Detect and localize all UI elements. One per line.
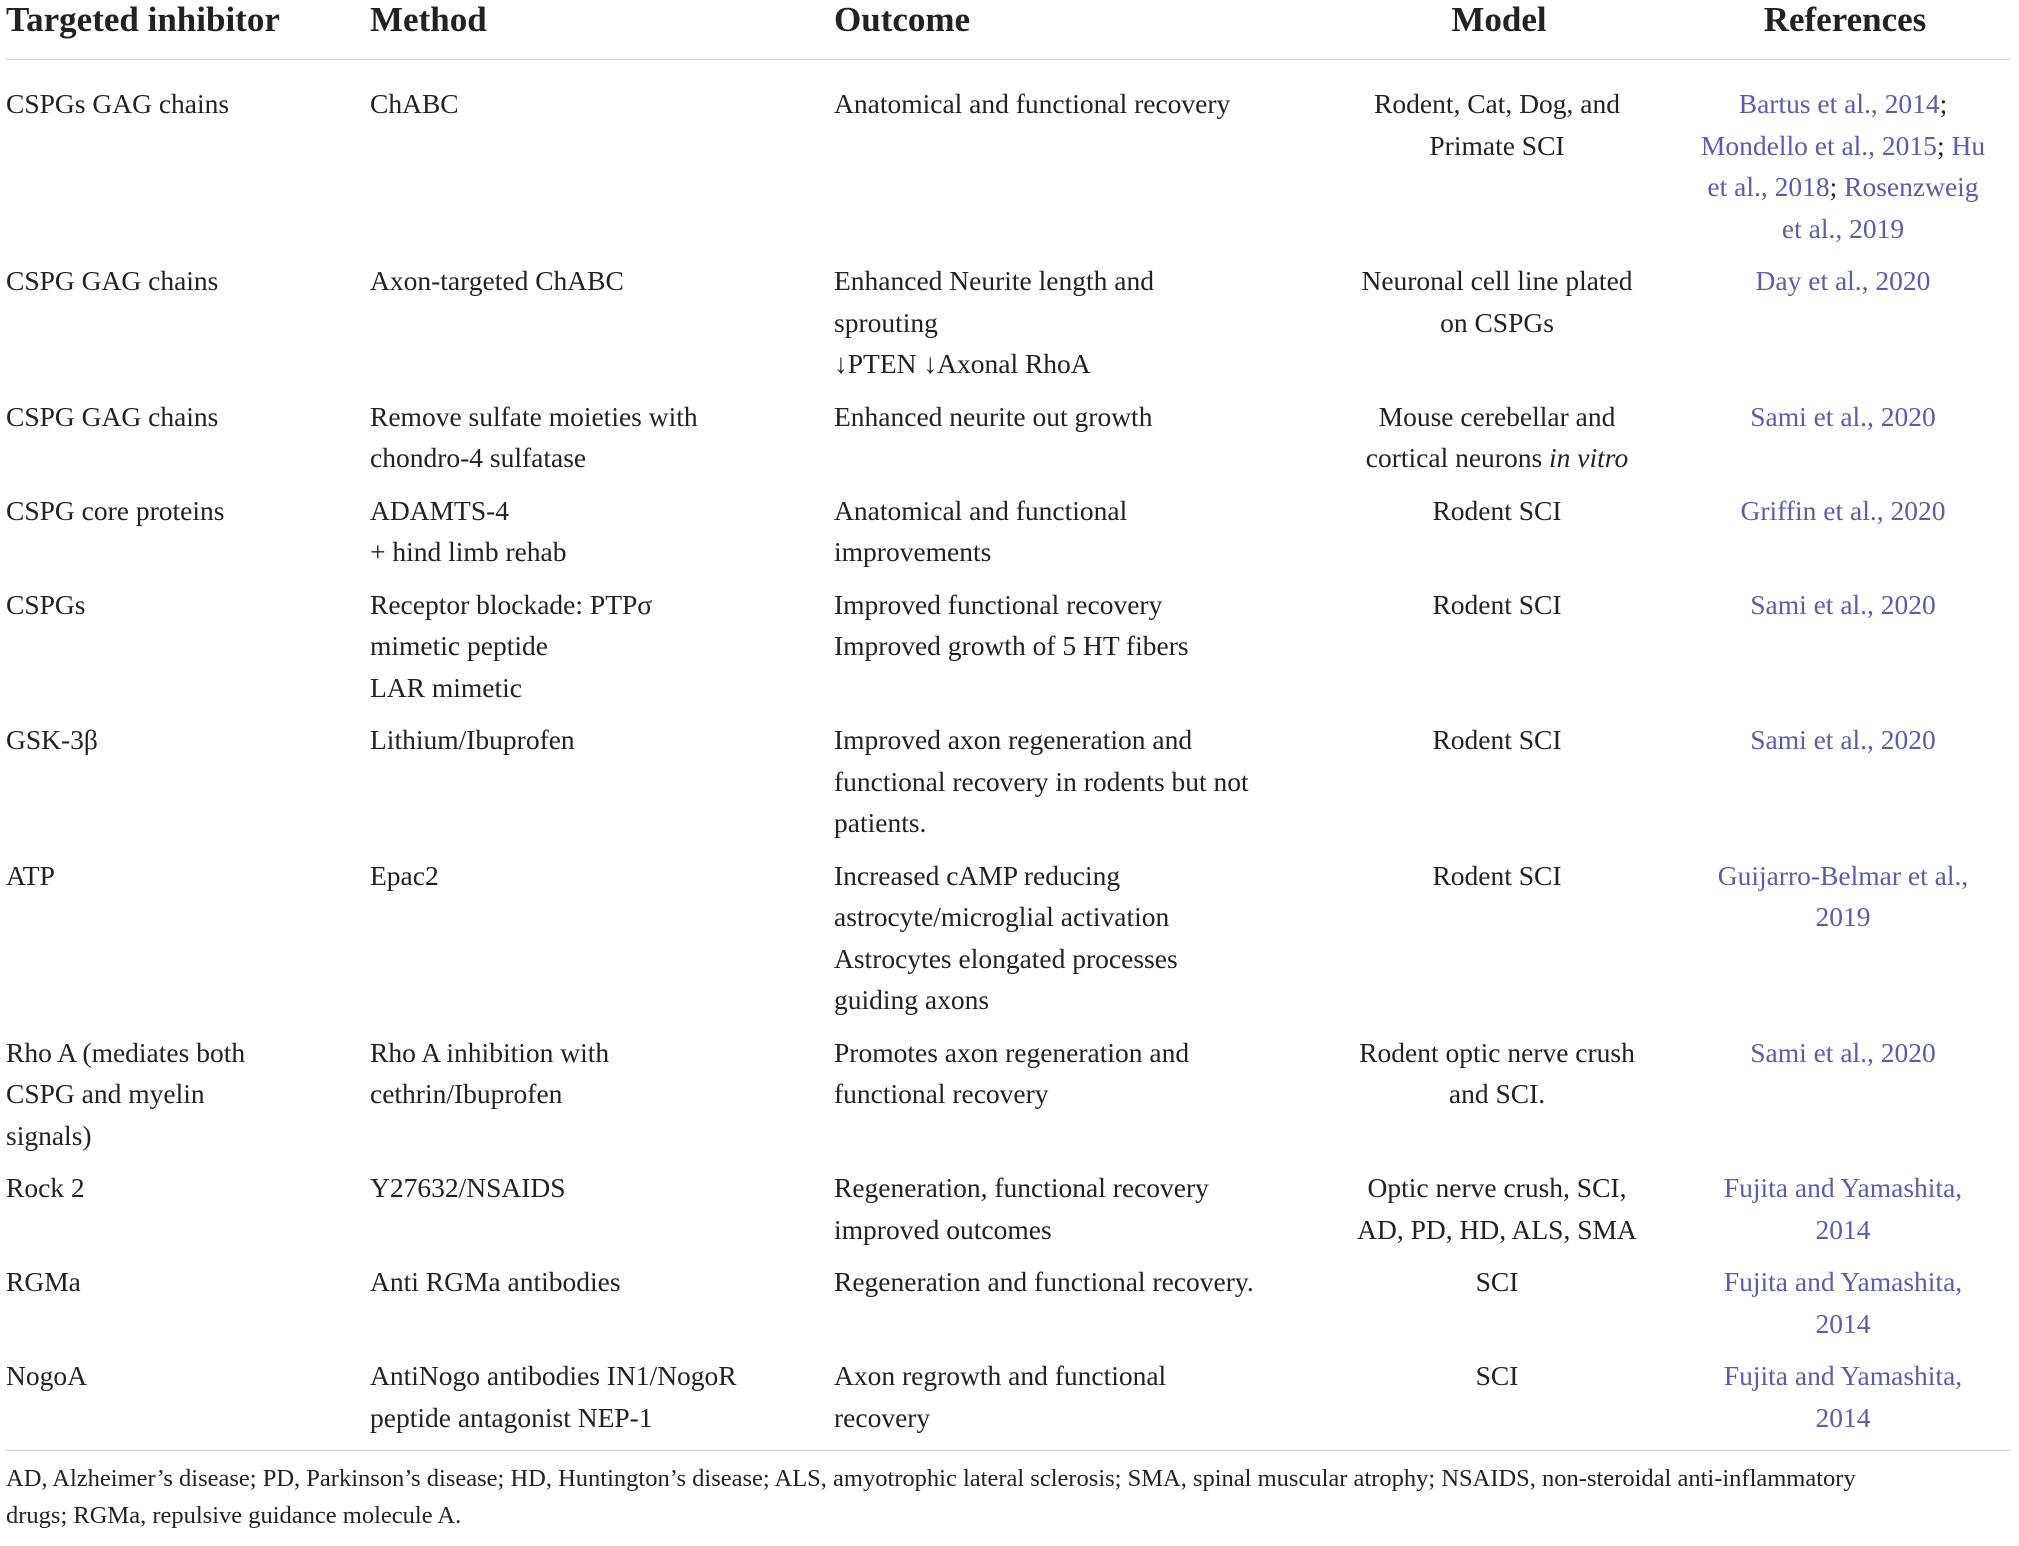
table-body <box>6 60 2010 1451</box>
cell-outcome <box>834 719 1318 855</box>
cell-outcome <box>834 1167 1318 1261</box>
reference-line <box>1686 1397 2000 1439</box>
cell-outcome <box>834 584 1318 720</box>
reference-link[interactable]: Rosenzweig <box>1844 171 1979 202</box>
header-model: Model <box>1318 0 1686 60</box>
reference-link[interactable]: Day et al., 2020 <box>1755 265 1931 296</box>
reference-link[interactable]: et al., 2019 <box>1781 212 1905 244</box>
cell-targeted-inhibitor-line: CSPGs <box>6 588 86 620</box>
cell-outcome-line: astrocyte/microglial activation <box>834 901 1170 932</box>
cell-method-line: Receptor blockade: PTPσ <box>370 588 653 620</box>
reference-link[interactable]: 2014 <box>1815 1307 1871 1339</box>
cell-method-line: Y27632/NSAIDS <box>370 1172 566 1203</box>
reference-link[interactable]: Sami et al., 2020 <box>1750 1036 1936 1068</box>
cell-model-line: Rodent SCI <box>1432 588 1562 620</box>
reference-line <box>1686 1167 2000 1209</box>
cell-model-line: Rodent SCI <box>1432 494 1562 526</box>
cell-references <box>1686 1032 2010 1168</box>
cell-outcome-line: Enhanced Neurite length and <box>834 265 1154 296</box>
cell-targeted-inhibitor <box>6 490 370 584</box>
cell-model <box>1318 1167 1686 1261</box>
cell-outcome <box>834 490 1318 584</box>
reference-link[interactable]: et al., 2018 <box>1707 171 1830 202</box>
reference-link[interactable]: Guijarro-Belmar et al., <box>1717 859 1969 891</box>
reference-separator: ; <box>1936 129 1952 161</box>
cell-references <box>1686 490 2010 584</box>
reference-link[interactable]: Griffin et al., 2020 <box>1740 494 1946 526</box>
cell-targeted-inhibitor-line: CSPGs GAG chains <box>6 88 230 119</box>
cell-method <box>370 1261 834 1355</box>
cell-method-line: mimetic peptide <box>370 630 548 661</box>
cell-targeted-inhibitor-line: CSPG and myelin <box>6 1078 205 1109</box>
reference-line <box>1686 1209 2000 1251</box>
cell-targeted-inhibitor-line: GSK-3β <box>6 724 98 755</box>
reference-line <box>1686 719 2000 761</box>
cell-outcome-line: functional recovery <box>834 1078 1049 1109</box>
cell-references <box>1686 1261 2010 1355</box>
cell-method-line: chondro-4 sulfatase <box>370 442 587 473</box>
cell-model <box>1318 260 1686 396</box>
cell-outcome-line: Increased cAMP reducing <box>834 859 1121 891</box>
cell-outcome-line: Axon regrowth and functional <box>834 1360 1167 1391</box>
cell-model-line: Rodent, Cat, Dog, and <box>1374 88 1620 119</box>
cell-targeted-inhibitor <box>6 396 370 490</box>
cell-model-line: SCI <box>1475 1360 1519 1391</box>
cell-outcome-line: Enhanced neurite out growth <box>834 400 1153 432</box>
reference-link[interactable]: 2014 <box>1815 1213 1871 1245</box>
cell-outcome <box>834 60 1318 261</box>
reference-line <box>1686 1303 2000 1345</box>
table-row <box>6 1261 2010 1355</box>
cell-references <box>1686 1167 2010 1261</box>
reference-link[interactable]: Mondello et al., 2015 <box>1700 129 1937 161</box>
table-row <box>6 1167 2010 1261</box>
reference-link[interactable]: Sami et al., 2020 <box>1750 724 1936 755</box>
cell-method-line: ChABC <box>370 88 459 119</box>
cell-method-line: Anti RGMa antibodies <box>370 1266 621 1297</box>
cell-targeted-inhibitor-line: ATP <box>6 859 55 891</box>
cell-targeted-inhibitor-line: RGMa <box>6 1266 81 1297</box>
cell-method-line: + hind limb rehab <box>370 536 567 567</box>
reference-line <box>1686 125 2000 167</box>
cell-targeted-inhibitor-line: signals) <box>6 1119 92 1151</box>
cell-outcome <box>834 1032 1318 1168</box>
cell-method-line: Axon-targeted ChABC <box>370 265 624 296</box>
table-row <box>6 260 2010 396</box>
cell-method <box>370 1167 834 1261</box>
cell-method-line: peptide antagonist NEP-1 <box>370 1401 653 1433</box>
cell-targeted-inhibitor <box>6 719 370 855</box>
header-outcome: Outcome <box>834 0 1318 60</box>
table-footnote <box>6 1451 2010 1534</box>
cell-model <box>1318 1032 1686 1168</box>
cell-model-line: AD, PD, HD, ALS, SMA <box>1357 1213 1637 1245</box>
cell-model-italic-text: in vitro <box>1549 442 1629 473</box>
cell-model <box>1318 396 1686 490</box>
cell-model-line: Mouse cerebellar and <box>1378 400 1616 432</box>
cell-targeted-inhibitor <box>6 1167 370 1261</box>
cell-outcome-line: sprouting <box>834 306 938 338</box>
cell-targeted-inhibitor-line: Rock 2 <box>6 1172 85 1203</box>
cell-model-text: cortical neurons <box>1365 442 1550 473</box>
cell-outcome-line: ↓PTEN ↓Axonal RhoA <box>834 348 1091 379</box>
table-row <box>6 719 2010 855</box>
cell-targeted-inhibitor-line: CSPG GAG chains <box>6 400 219 432</box>
cell-targeted-inhibitor-line: CSPG GAG chains <box>6 265 219 296</box>
cell-references <box>1686 60 2010 261</box>
table-row <box>6 1355 2010 1451</box>
cell-targeted-inhibitor <box>6 1032 370 1168</box>
reference-line <box>1686 396 2000 438</box>
table-row <box>6 855 2010 1032</box>
reference-link[interactable]: Hu <box>1951 129 1986 161</box>
reference-line <box>1686 260 2000 302</box>
table-row <box>6 396 2010 490</box>
reference-line <box>1686 1355 2000 1397</box>
cell-model <box>1318 60 1686 261</box>
cell-outcome <box>834 1261 1318 1355</box>
cell-model <box>1318 1261 1686 1355</box>
cell-targeted-inhibitor <box>6 60 370 261</box>
cell-method <box>370 260 834 396</box>
cell-method-line: Remove sulfate moieties with <box>370 400 698 432</box>
table-row <box>6 584 2010 720</box>
cell-model <box>1318 490 1686 584</box>
header-targeted-inhibitor: Targeted inhibitor <box>6 0 370 60</box>
cell-model-line <box>1318 437 1676 479</box>
cell-method <box>370 1355 834 1451</box>
cell-references <box>1686 584 2010 720</box>
reference-line <box>1686 896 2000 938</box>
cell-outcome-line: Anatomical and functional <box>834 494 1128 526</box>
reference-line <box>1686 490 2000 532</box>
cell-outcome-line: recovery <box>834 1401 931 1433</box>
cell-method <box>370 1032 834 1168</box>
cell-targeted-inhibitor-line: Rho A (mediates both <box>6 1036 246 1068</box>
cell-model-line: SCI <box>1475 1266 1519 1297</box>
header-references: References <box>1686 0 2010 60</box>
cell-targeted-inhibitor <box>6 260 370 396</box>
reference-link[interactable]: Fujita and Yamashita, <box>1723 1172 1963 1203</box>
reference-line <box>1686 83 2000 125</box>
cell-model-line: on CSPGs <box>1440 306 1554 338</box>
cell-method-line: LAR mimetic <box>370 671 522 703</box>
cell-method <box>370 490 834 584</box>
cell-method <box>370 855 834 1032</box>
cell-outcome-line: guiding axons <box>834 984 990 1015</box>
inhibitor-table <box>6 0 2010 1451</box>
cell-model-line: Neuronal cell line plated <box>1361 265 1633 296</box>
reference-line <box>1686 208 2000 250</box>
cell-targeted-inhibitor <box>6 584 370 720</box>
cell-targeted-inhibitor <box>6 1261 370 1355</box>
cell-outcome-line: improvements <box>834 536 992 567</box>
reference-line <box>1686 1032 2000 1074</box>
header-method: Method <box>370 0 834 60</box>
cell-targeted-inhibitor-line: CSPG core proteins <box>6 494 225 526</box>
cell-model-line: Optic nerve crush, SCI, <box>1367 1172 1627 1203</box>
cell-outcome-line: Anatomical and functional recovery <box>834 88 1231 119</box>
cell-model-line: Rodent optic nerve crush <box>1359 1036 1635 1068</box>
cell-outcome <box>834 396 1318 490</box>
cell-model <box>1318 1355 1686 1451</box>
cell-model-line: Primate SCI <box>1429 129 1565 161</box>
cell-outcome-line: Improved functional recovery <box>834 588 1163 620</box>
reference-link[interactable]: Bartus et al., 2014 <box>1738 88 1940 119</box>
cell-outcome <box>834 1355 1318 1451</box>
reference-link[interactable]: Fujita and Yamashita, <box>1723 1266 1963 1297</box>
reference-line <box>1686 855 2000 897</box>
cell-method <box>370 60 834 261</box>
cell-model <box>1318 584 1686 720</box>
cell-targeted-inhibitor <box>6 855 370 1032</box>
cell-model <box>1318 719 1686 855</box>
cell-outcome-line: Astrocytes elongated processes <box>834 942 1178 974</box>
table-header <box>6 0 2010 60</box>
reference-link[interactable]: 2014 <box>1815 1401 1871 1433</box>
header-row <box>6 0 2010 60</box>
cell-method-line: Epac2 <box>370 859 439 891</box>
reference-separator: ; <box>1829 171 1845 202</box>
cell-references <box>1686 1355 2010 1451</box>
cell-outcome-line: patients. <box>834 807 927 838</box>
cell-method-line: AntiNogo antibodies IN1/NogoR <box>370 1360 737 1391</box>
cell-outcome <box>834 260 1318 396</box>
reference-link[interactable]: Fujita and Yamashita, <box>1723 1360 1963 1391</box>
cell-model-line: Rodent SCI <box>1432 859 1562 891</box>
cell-model-line: Rodent SCI <box>1432 724 1562 755</box>
reference-line <box>1686 166 2000 208</box>
cell-outcome-line: Improved growth of 5 HT fibers <box>834 630 1189 661</box>
cell-references <box>1686 719 2010 855</box>
cell-targeted-inhibitor <box>6 1355 370 1451</box>
reference-link[interactable]: 2019 <box>1815 901 1871 932</box>
footnote-line: AD, Alzheimer’s disease; PD, Parkinson’s disease; HD, Huntington’s disease; ALS, amyotrophic lateral sclerosis; SMA, spinal muscular atrophy; NSAIDS, non-steroidal anti-inflammatory <box>6 1465 1856 1492</box>
cell-model <box>1318 855 1686 1032</box>
cell-method-line: cethrin/Ibuprofen <box>370 1078 563 1109</box>
cell-outcome <box>834 855 1318 1032</box>
cell-targeted-inhibitor-line: NogoA <box>6 1360 87 1391</box>
cell-references <box>1686 396 2010 490</box>
reference-link[interactable]: Sami et al., 2020 <box>1750 400 1936 432</box>
cell-method-line: Rho A inhibition with <box>370 1036 610 1068</box>
cell-outcome-line: Regeneration, functional recovery <box>834 1172 1209 1203</box>
reference-link[interactable]: Sami et al., 2020 <box>1750 588 1936 620</box>
cell-outcome-line: improved outcomes <box>834 1213 1052 1245</box>
table-row <box>6 490 2010 584</box>
cell-references <box>1686 260 2010 396</box>
cell-outcome-line: Improved axon regeneration and <box>834 724 1193 755</box>
reference-separator: ; <box>1939 88 1948 119</box>
cell-method <box>370 584 834 720</box>
cell-references <box>1686 855 2010 1032</box>
cell-method-line: Lithium/Ibuprofen <box>370 724 575 755</box>
table-row <box>6 1032 2010 1168</box>
cell-outcome-line: Regeneration and functional recovery. <box>834 1266 1254 1297</box>
footnote-line: drugs; RGMa, repulsive guidance molecule A. <box>6 1502 462 1529</box>
cell-outcome-line: functional recovery in rodents but not <box>834 765 1249 797</box>
cell-model-line: and SCI. <box>1448 1078 1546 1109</box>
reference-line <box>1686 584 2000 626</box>
cell-method-line: ADAMTS-4 <box>370 494 510 526</box>
cell-outcome-line: Promotes axon regeneration and <box>834 1036 1190 1068</box>
reference-line <box>1686 1261 2000 1303</box>
table-row <box>6 60 2010 261</box>
cell-method <box>370 396 834 490</box>
cell-method <box>370 719 834 855</box>
